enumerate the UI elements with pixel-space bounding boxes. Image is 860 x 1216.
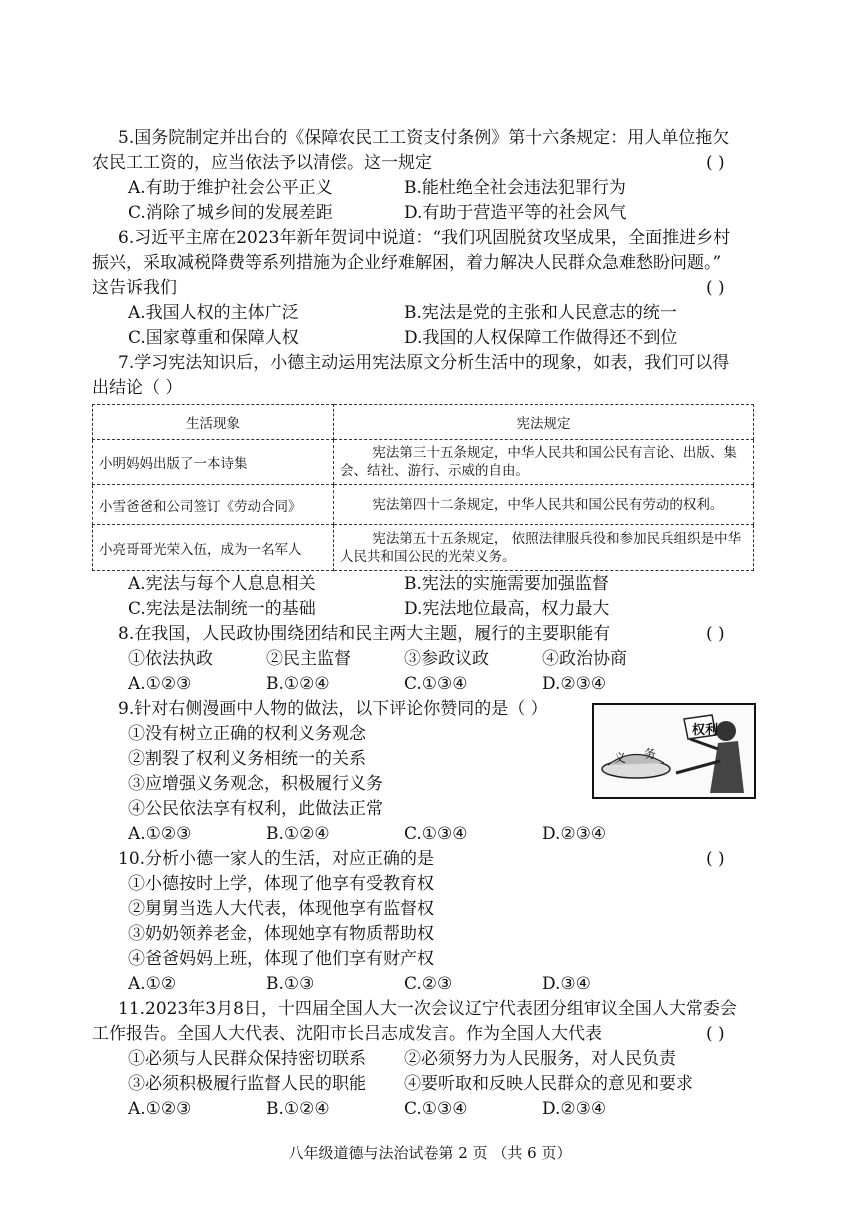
q10-stem: 10.分析小德一家人的生活，对应正确的是 bbox=[118, 849, 435, 869]
q5-option-c: C.消除了城乡间的发展差距 bbox=[128, 203, 333, 223]
q10-option-b: B.①③ bbox=[266, 974, 315, 994]
q11-option-b: B.①②④ bbox=[266, 1099, 330, 1119]
cartoon-duty-label: 务 bbox=[644, 747, 657, 761]
q11-option-c: C.①③④ bbox=[404, 1099, 468, 1119]
q6-answer-bracket: ( ) bbox=[706, 278, 725, 298]
q10-item-3: ③奶奶领养老金，体现她享有物质帮助权 bbox=[128, 924, 434, 944]
q8-option-b: B.①②④ bbox=[266, 674, 330, 694]
q11-stem-line1: 11.2023年3月8日，十四届全国人大一次会议辽宁代表团分组审议全国人大常委会 bbox=[118, 999, 737, 1019]
q9-item-4: ④公民依法享有权利，此做法正常 bbox=[128, 799, 383, 819]
q8-option-d: D.②③④ bbox=[542, 674, 607, 694]
q5-stem-line1: 5.国务院制定并出台的《保障农民工工资支付条例》第十六条规定：用人单位拖欠 bbox=[118, 128, 730, 148]
q6-stem-line3: 这告诉我们 bbox=[92, 278, 177, 298]
table-cell-phenomenon: 小明妈妈出版了一本诗集 bbox=[93, 440, 334, 485]
q6-option-d: D.我国的人权保障工作做得还不到位 bbox=[404, 328, 678, 348]
q11-option-d: D.②③④ bbox=[542, 1099, 607, 1119]
q9-option-d: D.②③④ bbox=[542, 824, 607, 844]
q9-item-3: ③应增强义务观念，积极履行义务 bbox=[128, 774, 383, 794]
table-cell-provision: 宪法第五十五条规定， 依照法律服兵役和参加民兵组织是中华人民共和国公民的光荣义务。 bbox=[334, 525, 754, 571]
table-row bbox=[93, 525, 754, 571]
q8-item-1: ①依法执政 bbox=[128, 649, 213, 669]
table-row bbox=[93, 440, 754, 485]
q5-option-a: A.有助于维护社会公平正义 bbox=[128, 178, 333, 198]
q7-stem-line2: 出结论（ ） bbox=[92, 378, 183, 398]
q9-option-c: C.①③④ bbox=[404, 824, 468, 844]
table-header-row bbox=[93, 405, 754, 440]
q5-option-b: B.能杜绝全社会违法犯罪行为 bbox=[404, 178, 626, 198]
q8-item-3: ③参政议政 bbox=[404, 649, 489, 669]
q8-option-c: C.①③④ bbox=[404, 674, 468, 694]
q7-option-a: A.宪法与每个人息息相关 bbox=[128, 574, 316, 594]
cartoon-duty-label: 义 bbox=[614, 751, 627, 765]
rights-duty-cartoon bbox=[592, 703, 756, 799]
table-cell-phenomenon: 小亮哥哥光荣入伍，成为一名军人 bbox=[93, 525, 334, 571]
q9-option-b: B.①②④ bbox=[266, 824, 330, 844]
q9-item-1: ①没有树立正确的权利义务观念 bbox=[128, 724, 366, 744]
q7-option-c: C.宪法是法制统一的基础 bbox=[128, 599, 316, 619]
q10-item-4: ④爸爸妈妈上班，体现了他们享有财产权 bbox=[128, 949, 434, 969]
q8-item-4: ④政治协商 bbox=[542, 649, 627, 669]
q11-item-3: ③必须积极履行监督人民的职能 bbox=[128, 1074, 366, 1094]
q11-item-2: ②必须努力为人民服务，对人民负责 bbox=[404, 1049, 676, 1069]
q11-answer-bracket: ( ) bbox=[706, 1024, 725, 1044]
q7-option-d: D.宪法地位最高，权力最大 bbox=[404, 599, 610, 619]
q6-option-a: A.我国人权的主体广泛 bbox=[128, 303, 299, 323]
q5-stem-line2: 农民工工资的，应当依法予以清偿。这一规定 bbox=[92, 153, 432, 173]
table-cell-provision: 宪法第四十二条规定，中华人民共和国公民有劳动的权利。 bbox=[334, 485, 754, 525]
q7-stem-line1: 7.学习宪法知识后，小德主动运用宪法原文分析生活中的现象，如表，我们可以得 bbox=[118, 353, 730, 373]
q10-answer-bracket: ( ) bbox=[706, 849, 725, 869]
cartoon-rights-label: 权利 bbox=[692, 723, 719, 738]
q10-option-c: C.②③ bbox=[404, 974, 453, 994]
q11-item-1: ①必须与人民群众保持密切联系 bbox=[128, 1049, 366, 1069]
q8-item-2: ②民主监督 bbox=[266, 649, 351, 669]
q6-stem-line1: 6.习近平主席在2023年新年贺词中说道：“我们巩固脱贫攻坚成果，全面推进乡村 bbox=[118, 228, 731, 248]
q6-stem-line2: 振兴，采取减税降费等系列措施为企业纾难解困，着力解决人民群众急难愁盼问题。” bbox=[92, 253, 722, 273]
q6-option-c: C.国家尊重和保障人权 bbox=[128, 328, 299, 348]
table-cell-provision: 宪法第三十五条规定，中华人民共和国公民有言论、出版、集会、结社、游行、示威的自由。 bbox=[334, 440, 754, 485]
q8-answer-bracket: ( ) bbox=[706, 624, 725, 644]
q6-option-b: B.宪法是党的主张和人民意志的统一 bbox=[404, 303, 677, 323]
q11-stem-line2: 工作报告。全国人大代表、沈阳市长吕志成发言。作为全国人大代表 bbox=[92, 1024, 602, 1044]
q7-option-b: B.宪法的实施需要加强监督 bbox=[404, 574, 609, 594]
q9-item-2: ②割裂了权利义务相统一的关系 bbox=[128, 749, 366, 769]
q11-item-4: ④要听取和反映人民群众的意见和要求 bbox=[404, 1074, 693, 1094]
q5-answer-bracket: ( ) bbox=[706, 153, 725, 173]
q9-option-a: A.①②③ bbox=[128, 824, 192, 844]
q10-option-a: A.①② bbox=[128, 974, 177, 994]
constitution-table bbox=[92, 404, 754, 571]
table-header: 生活现象 bbox=[93, 405, 334, 440]
q11-option-a: A.①②③ bbox=[128, 1099, 192, 1119]
q8-option-a: A.①②③ bbox=[128, 674, 192, 694]
table-row bbox=[93, 485, 754, 525]
q9-stem: 9.针对右侧漫画中人物的做法，以下评论你赞同的是（ ） bbox=[118, 699, 548, 719]
table-header: 宪法规定 bbox=[334, 405, 754, 440]
page-footer: 八年级道德与法治试卷第 2 页 （共 6 页） bbox=[288, 1144, 572, 1162]
table-cell-phenomenon: 小雪爸爸和公司签订《劳动合同》 bbox=[93, 485, 334, 525]
q10-item-2: ②舅舅当选人大代表，体现他享有监督权 bbox=[128, 899, 434, 919]
q5-option-d: D.有助于营造平等的社会风气 bbox=[404, 203, 627, 223]
q8-stem: 8.在我国，人民政协围绕团结和民主两大主题，履行的主要职能有 bbox=[118, 624, 611, 644]
q10-item-1: ①小德按时上学，体现了他享有受教育权 bbox=[128, 874, 434, 894]
q10-option-d: D.③④ bbox=[542, 974, 591, 994]
